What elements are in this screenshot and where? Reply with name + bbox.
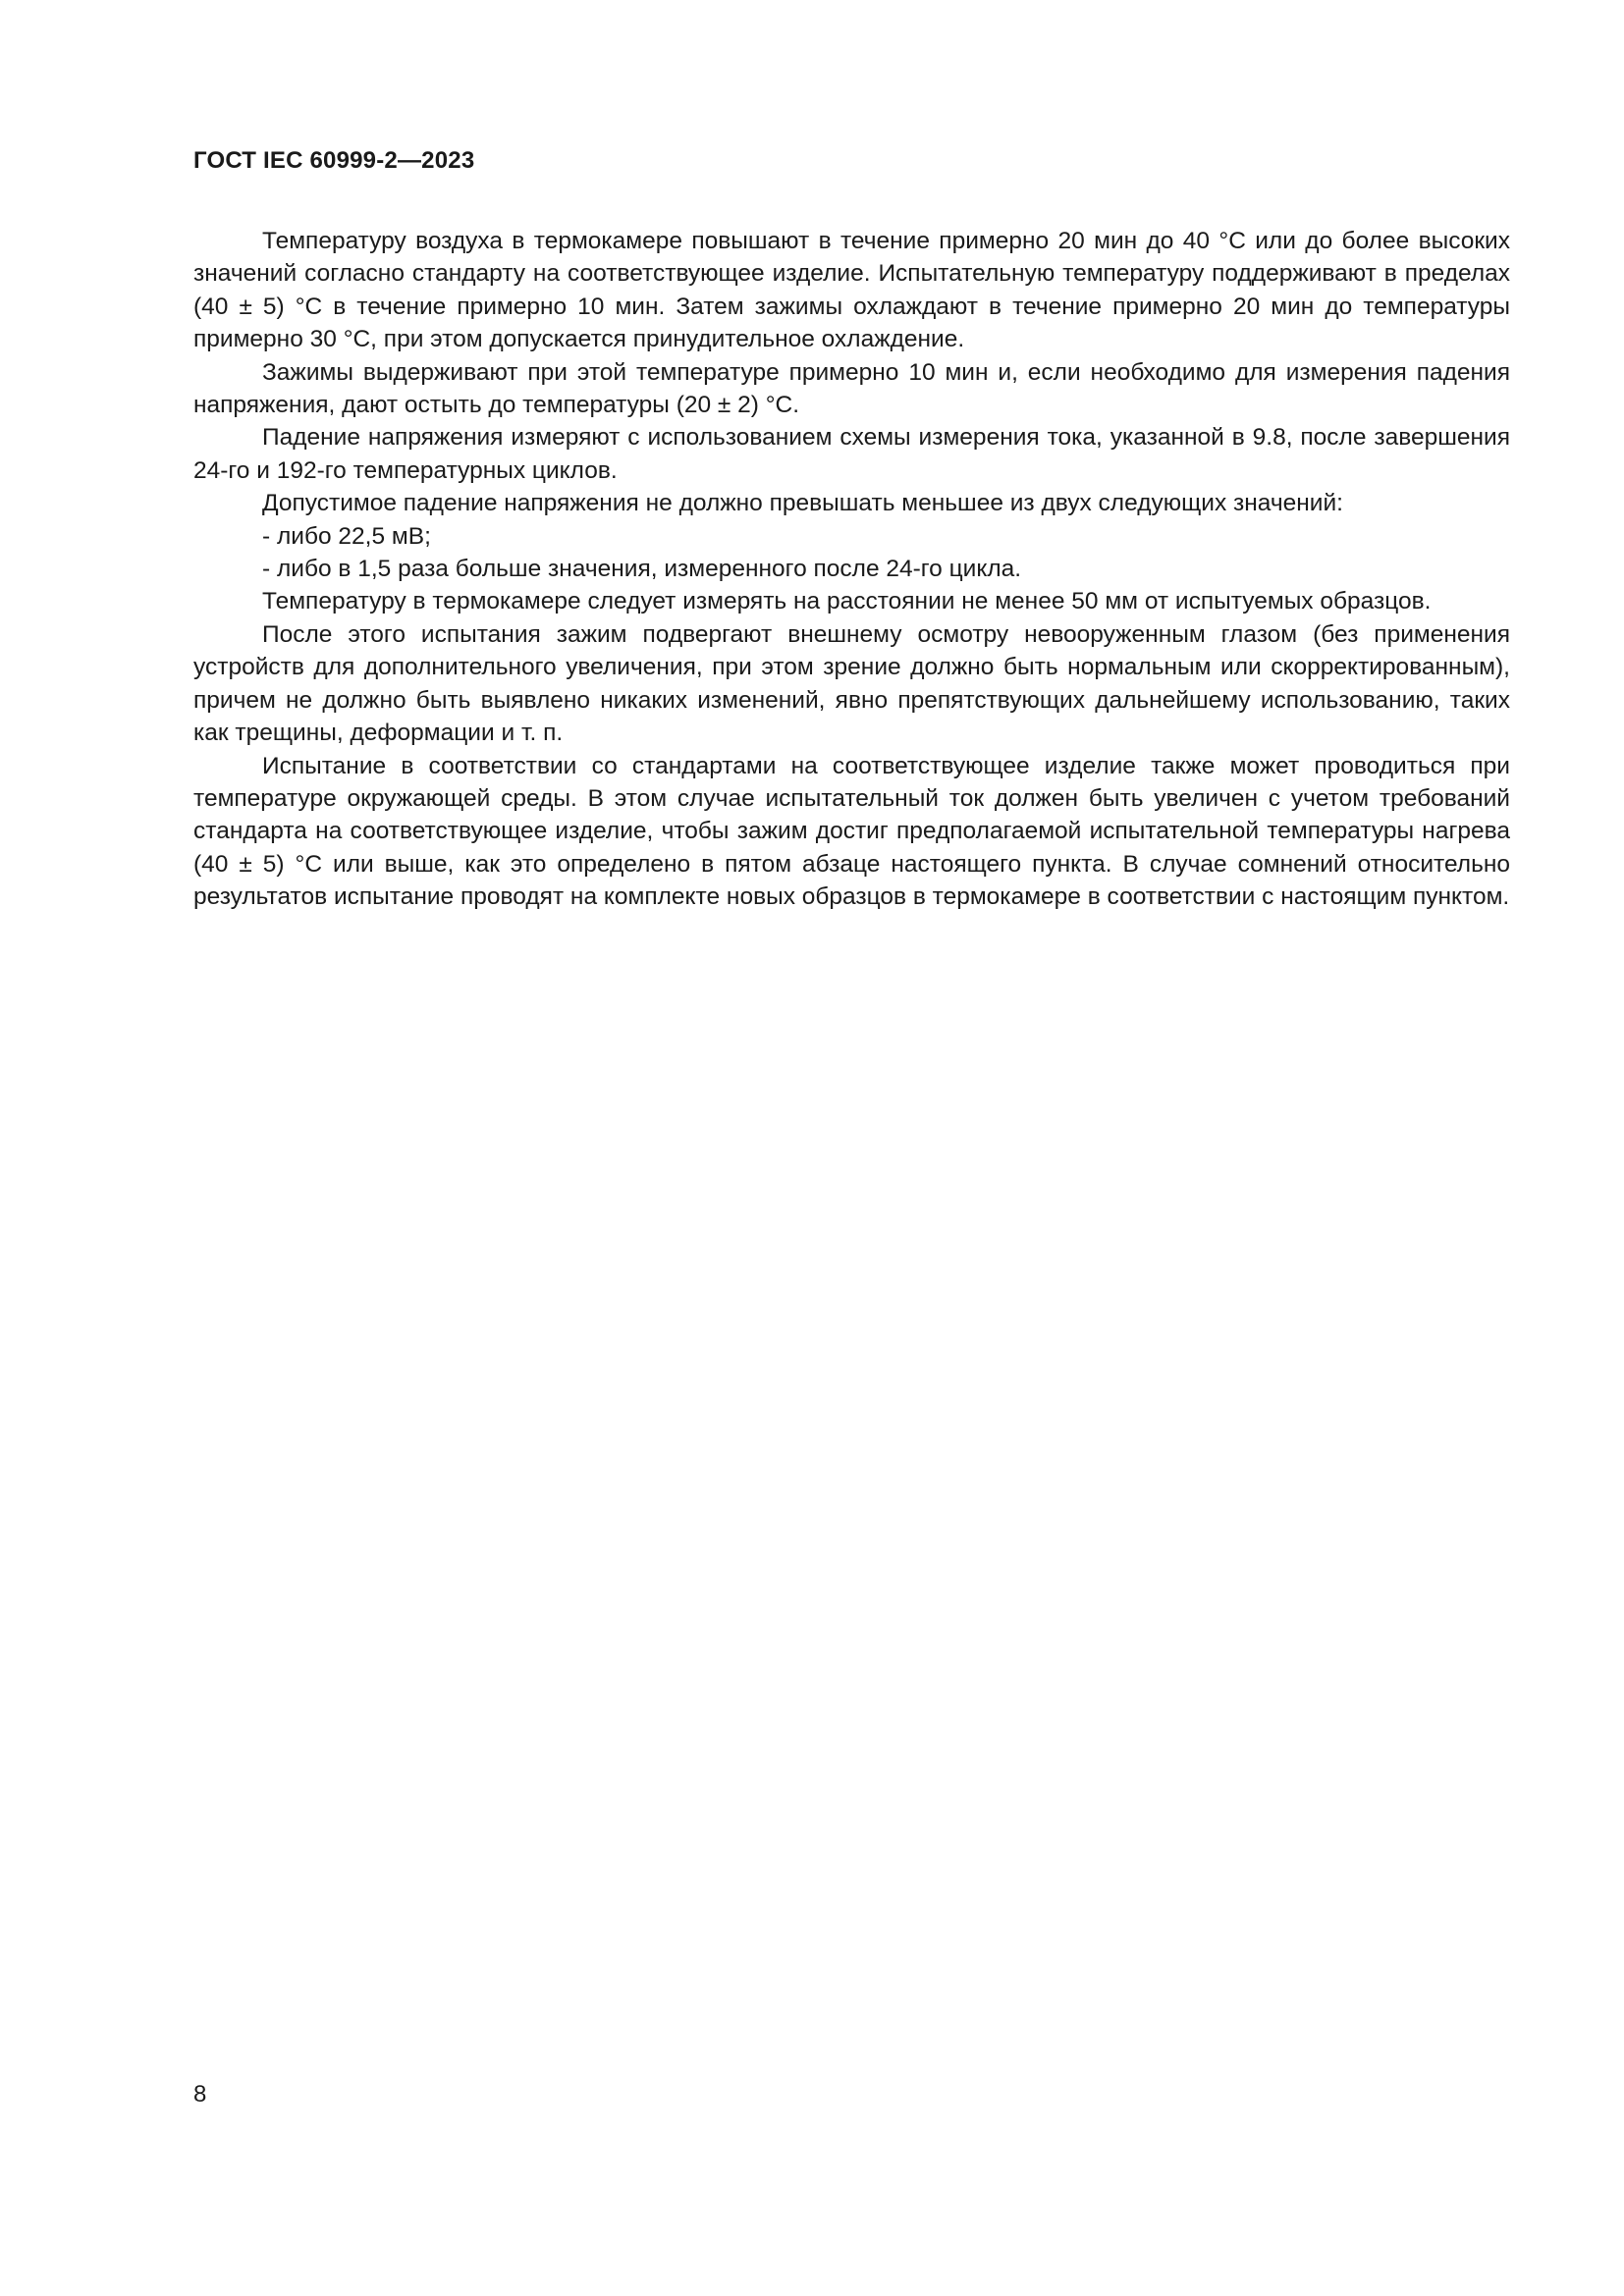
- paragraph: Температуру воздуха в термокамере повышают в течение примерно 20 мин до 40 °С или до более высоких значений согласно стандарту на соответствующее изделие. Испытательную температуру поддерживают в пределах (40 ± 5) °С в течение примерно 10 мин. Затем зажимы охлаждают в течение примерно 20 мин до температуры примерно 30 °С, при этом допускается принудительное охлаждение.: [193, 228, 1510, 353]
- document-header: ГОСТ IEC 60999-2—2023: [193, 147, 475, 174]
- paragraph: Падение напряжения измеряют с использованием схемы измерения тока, указанной в 9.8, после завершения 24-го и 192-го температурных циклов.: [193, 424, 1510, 484]
- paragraph: Температуру в термокамере следует измерять на расстоянии не менее 50 мм от испытуемых образцов.: [262, 588, 1432, 615]
- document-body: [193, 225, 1510, 914]
- page-number: 8: [193, 2081, 207, 2108]
- paragraph: Испытание в соответствии со стандартами на соответствующее изделие также может проводиться при температуре окружающей среды. В этом случае испытательный ток должен быть увеличен с учетом требований стандарта на соответствующее изделие, чтобы зажим достиг предполагаемой испытательной температуры нагрева (40 ± 5) °С или выше, как это определено в пятом абзаце настоящего пункта. В случае сомнений относительно результатов испытание проводят на комплекте новых образцов в термокамере в соответствии с настоящим пунктом.: [193, 752, 1510, 911]
- list-item: - либо 22,5 мВ;: [262, 522, 431, 550]
- paragraph: Допустимое падение напряжения не должно превышать меньшее из двух следующих значений:: [262, 490, 1343, 517]
- list-item: - либо в 1,5 раза больше значения, измеренного после 24-го цикла.: [262, 556, 1022, 583]
- paragraph: После этого испытания зажим подвергают внешнему осмотру невооруженным глазом (без применения устройств для дополнительного увеличения, при этом зрение должно быть нормальным или скорректированным), причем не должно быть выявлено никаких изменений, явно препятствующих дальнейшему использованию, таких как трещины, деформации и т. п.: [193, 620, 1510, 747]
- paragraph: Зажимы выдерживают при этой температуре примерно 10 мин и, если необходимо для измерения падения напряжения, дают остыть до температуры (20 ± 2) °С.: [193, 358, 1510, 419]
